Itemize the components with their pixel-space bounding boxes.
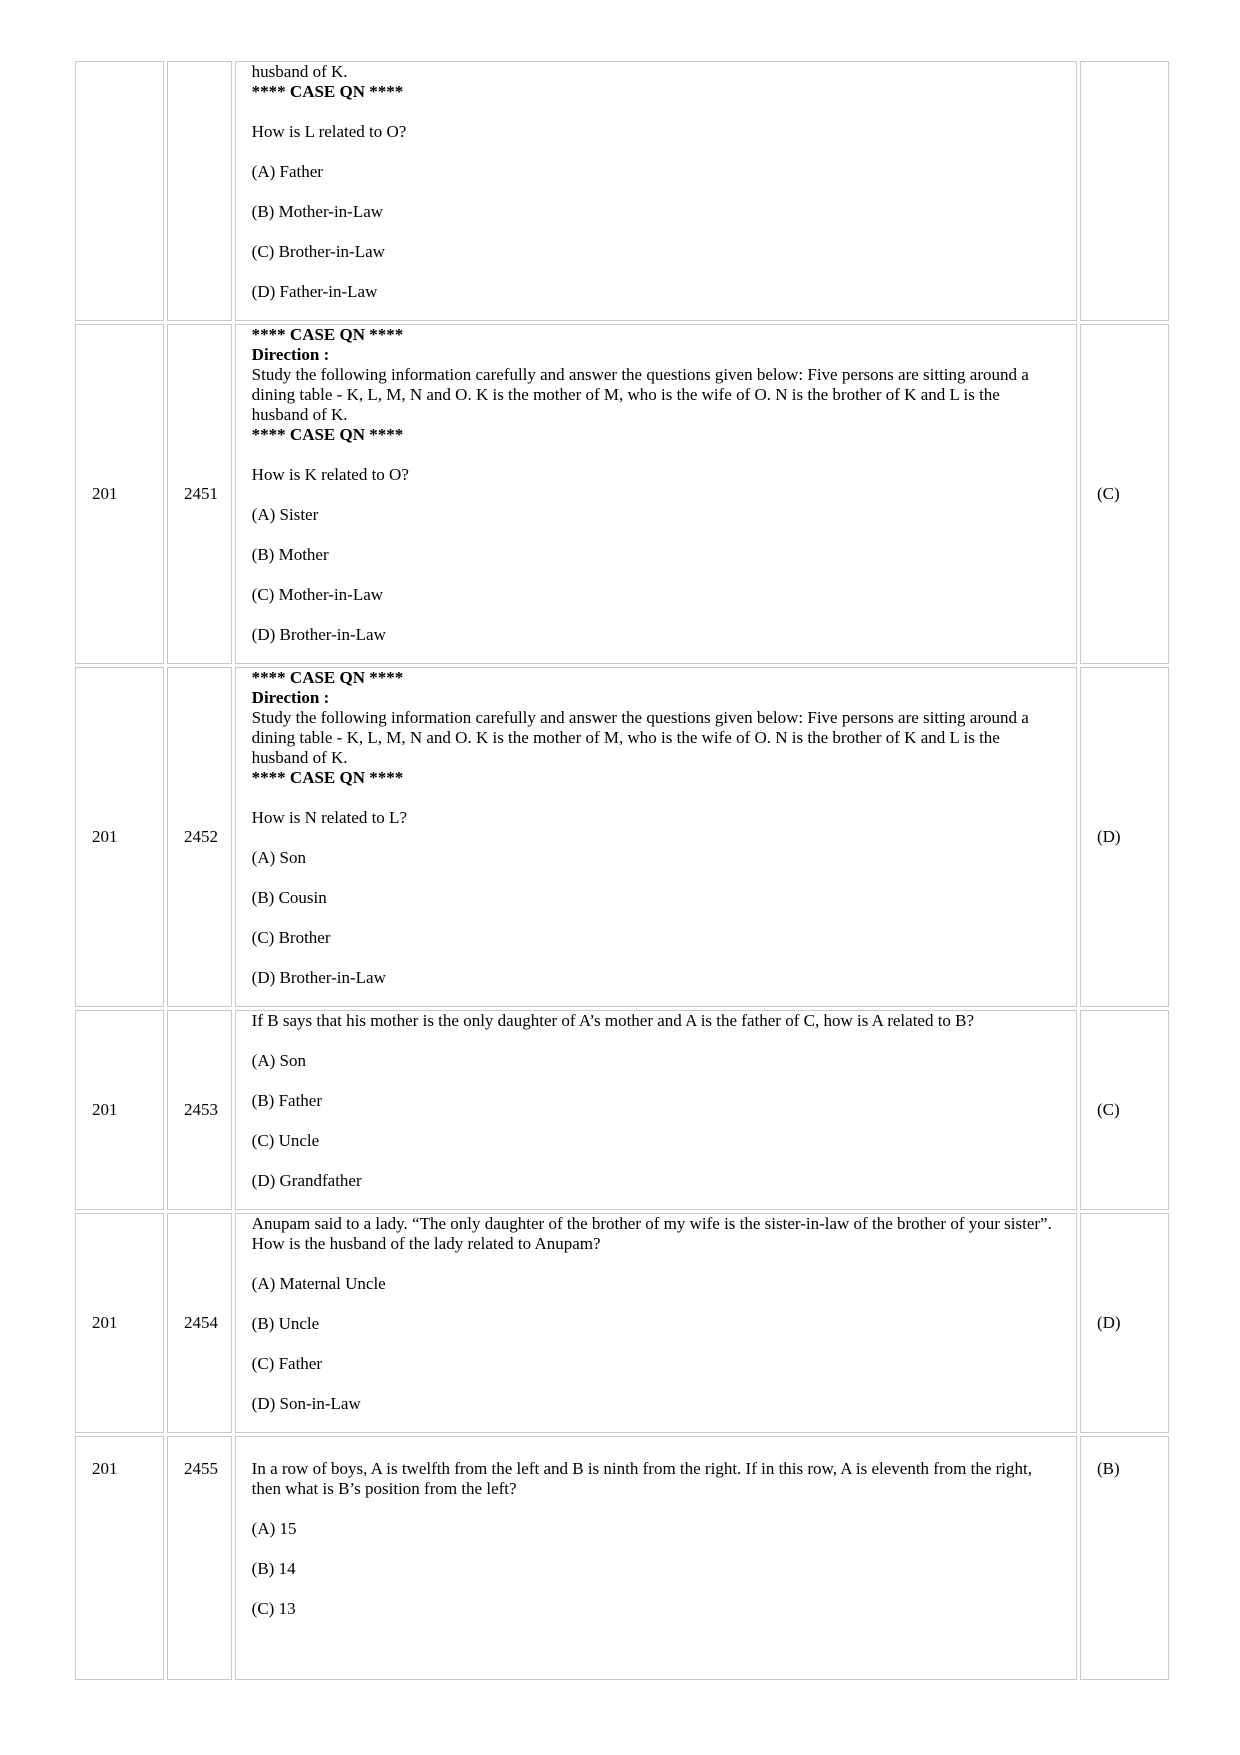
answer-cell: (D) <box>1080 1213 1169 1433</box>
case-tag-end: **** CASE QN **** <box>251 768 404 787</box>
option-c: (C) 13 <box>251 1599 296 1618</box>
question-cell <box>235 667 1077 1007</box>
answer-cell: (D) <box>1080 667 1169 1007</box>
option-a: (A) Son <box>251 1051 306 1070</box>
question-id-cell: 2454 <box>167 1213 232 1433</box>
question-cell <box>235 1010 1077 1210</box>
case-tag-end: **** CASE QN **** <box>251 425 404 444</box>
question-cell <box>235 1213 1077 1433</box>
option-d: (D) Brother-in-Law <box>251 625 386 644</box>
option-a: (A) Sister <box>251 505 319 524</box>
question-sheet <box>72 58 1172 1683</box>
question-cell <box>235 1436 1077 1680</box>
answer-cell <box>1080 61 1169 321</box>
subject-code-cell: 201 <box>75 324 164 664</box>
subject-code-cell: 201 <box>75 667 164 1007</box>
option-b: (B) Uncle <box>251 1314 320 1333</box>
table-row <box>75 1010 1169 1210</box>
direction-label: Direction : <box>251 688 330 707</box>
question-id-cell: 2452 <box>167 667 232 1007</box>
option-a: (A) Father <box>251 162 323 181</box>
table-row <box>75 61 1169 321</box>
subject-code-cell <box>75 61 164 321</box>
direction-text: husband of K. <box>251 62 348 81</box>
option-b: (B) Mother-in-Law <box>251 202 384 221</box>
option-d: (D) Brother-in-Law <box>251 968 386 987</box>
case-tag-start: **** CASE QN **** <box>251 325 404 344</box>
direction-text: Study the following information carefully and answer the questions given below: Five persons are sitting around a dining table - K, L, M, N and O. K is the mother of M, who is the wife of O. N is the brother of K and L is the husband of K. <box>251 365 1029 424</box>
table-row <box>75 1436 1169 1680</box>
option-c: (C) Mother-in-Law <box>251 585 384 604</box>
question-id-cell: 2455 <box>167 1436 232 1680</box>
question-cell <box>235 61 1077 321</box>
case-tag-start: **** CASE QN **** <box>251 668 404 687</box>
option-d: (D) Son-in-Law <box>251 1394 361 1413</box>
question-text: How is K related to O? <box>251 465 409 484</box>
subject-code-cell: 201 <box>75 1436 164 1680</box>
option-a: (A) Son <box>251 848 306 867</box>
question-id-cell: 2451 <box>167 324 232 664</box>
question-text: In a row of boys, A is twelfth from the left and B is ninth from the right. If in this row, A is eleventh from the right, then what is B’s position from the left? <box>251 1459 1032 1498</box>
question-text: How is N related to L? <box>251 808 407 827</box>
question-id-cell: 2453 <box>167 1010 232 1210</box>
option-d: (D) Grandfather <box>251 1171 362 1190</box>
option-c: (C) Father <box>251 1354 323 1373</box>
option-b: (B) Cousin <box>251 888 327 907</box>
question-text: If B says that his mother is the only daughter of A’s mother and A is the father of C, how is A related to B? <box>251 1011 975 1030</box>
answer-cell: (B) <box>1080 1436 1169 1680</box>
option-d: (D) Father-in-Law <box>251 282 378 301</box>
case-tag-end: **** CASE QN **** <box>251 82 404 101</box>
questions-table <box>72 58 1172 1683</box>
option-a: (A) Maternal Uncle <box>251 1274 386 1293</box>
option-b: (B) 14 <box>251 1559 296 1578</box>
table-row <box>75 1213 1169 1433</box>
subject-code-cell: 201 <box>75 1010 164 1210</box>
direction-label: Direction : <box>251 345 330 364</box>
question-cell <box>235 324 1077 664</box>
option-c: (C) Brother-in-Law <box>251 242 385 261</box>
table-row <box>75 324 1169 664</box>
option-c: (C) Brother <box>251 928 331 947</box>
answer-cell: (C) <box>1080 1010 1169 1210</box>
option-b: (B) Mother <box>251 545 329 564</box>
question-text: Anupam said to a lady. “The only daughter of the brother of my wife is the sister-in-law of the brother of your sister”. How is the husband of the lady related to Anupam? <box>251 1214 1052 1253</box>
table-row <box>75 667 1169 1007</box>
direction-text: Study the following information carefully and answer the questions given below: Five persons are sitting around a dining table - K, L, M, N and O. K is the mother of M, who is the wife of O. N is the brother of K and L is the husband of K. <box>251 708 1029 767</box>
answer-cell: (C) <box>1080 324 1169 664</box>
option-b: (B) Father <box>251 1091 323 1110</box>
option-a: (A) 15 <box>251 1519 297 1538</box>
question-text: How is L related to O? <box>251 122 407 141</box>
subject-code-cell: 201 <box>75 1213 164 1433</box>
option-c: (C) Uncle <box>251 1131 320 1150</box>
question-id-cell <box>167 61 232 321</box>
